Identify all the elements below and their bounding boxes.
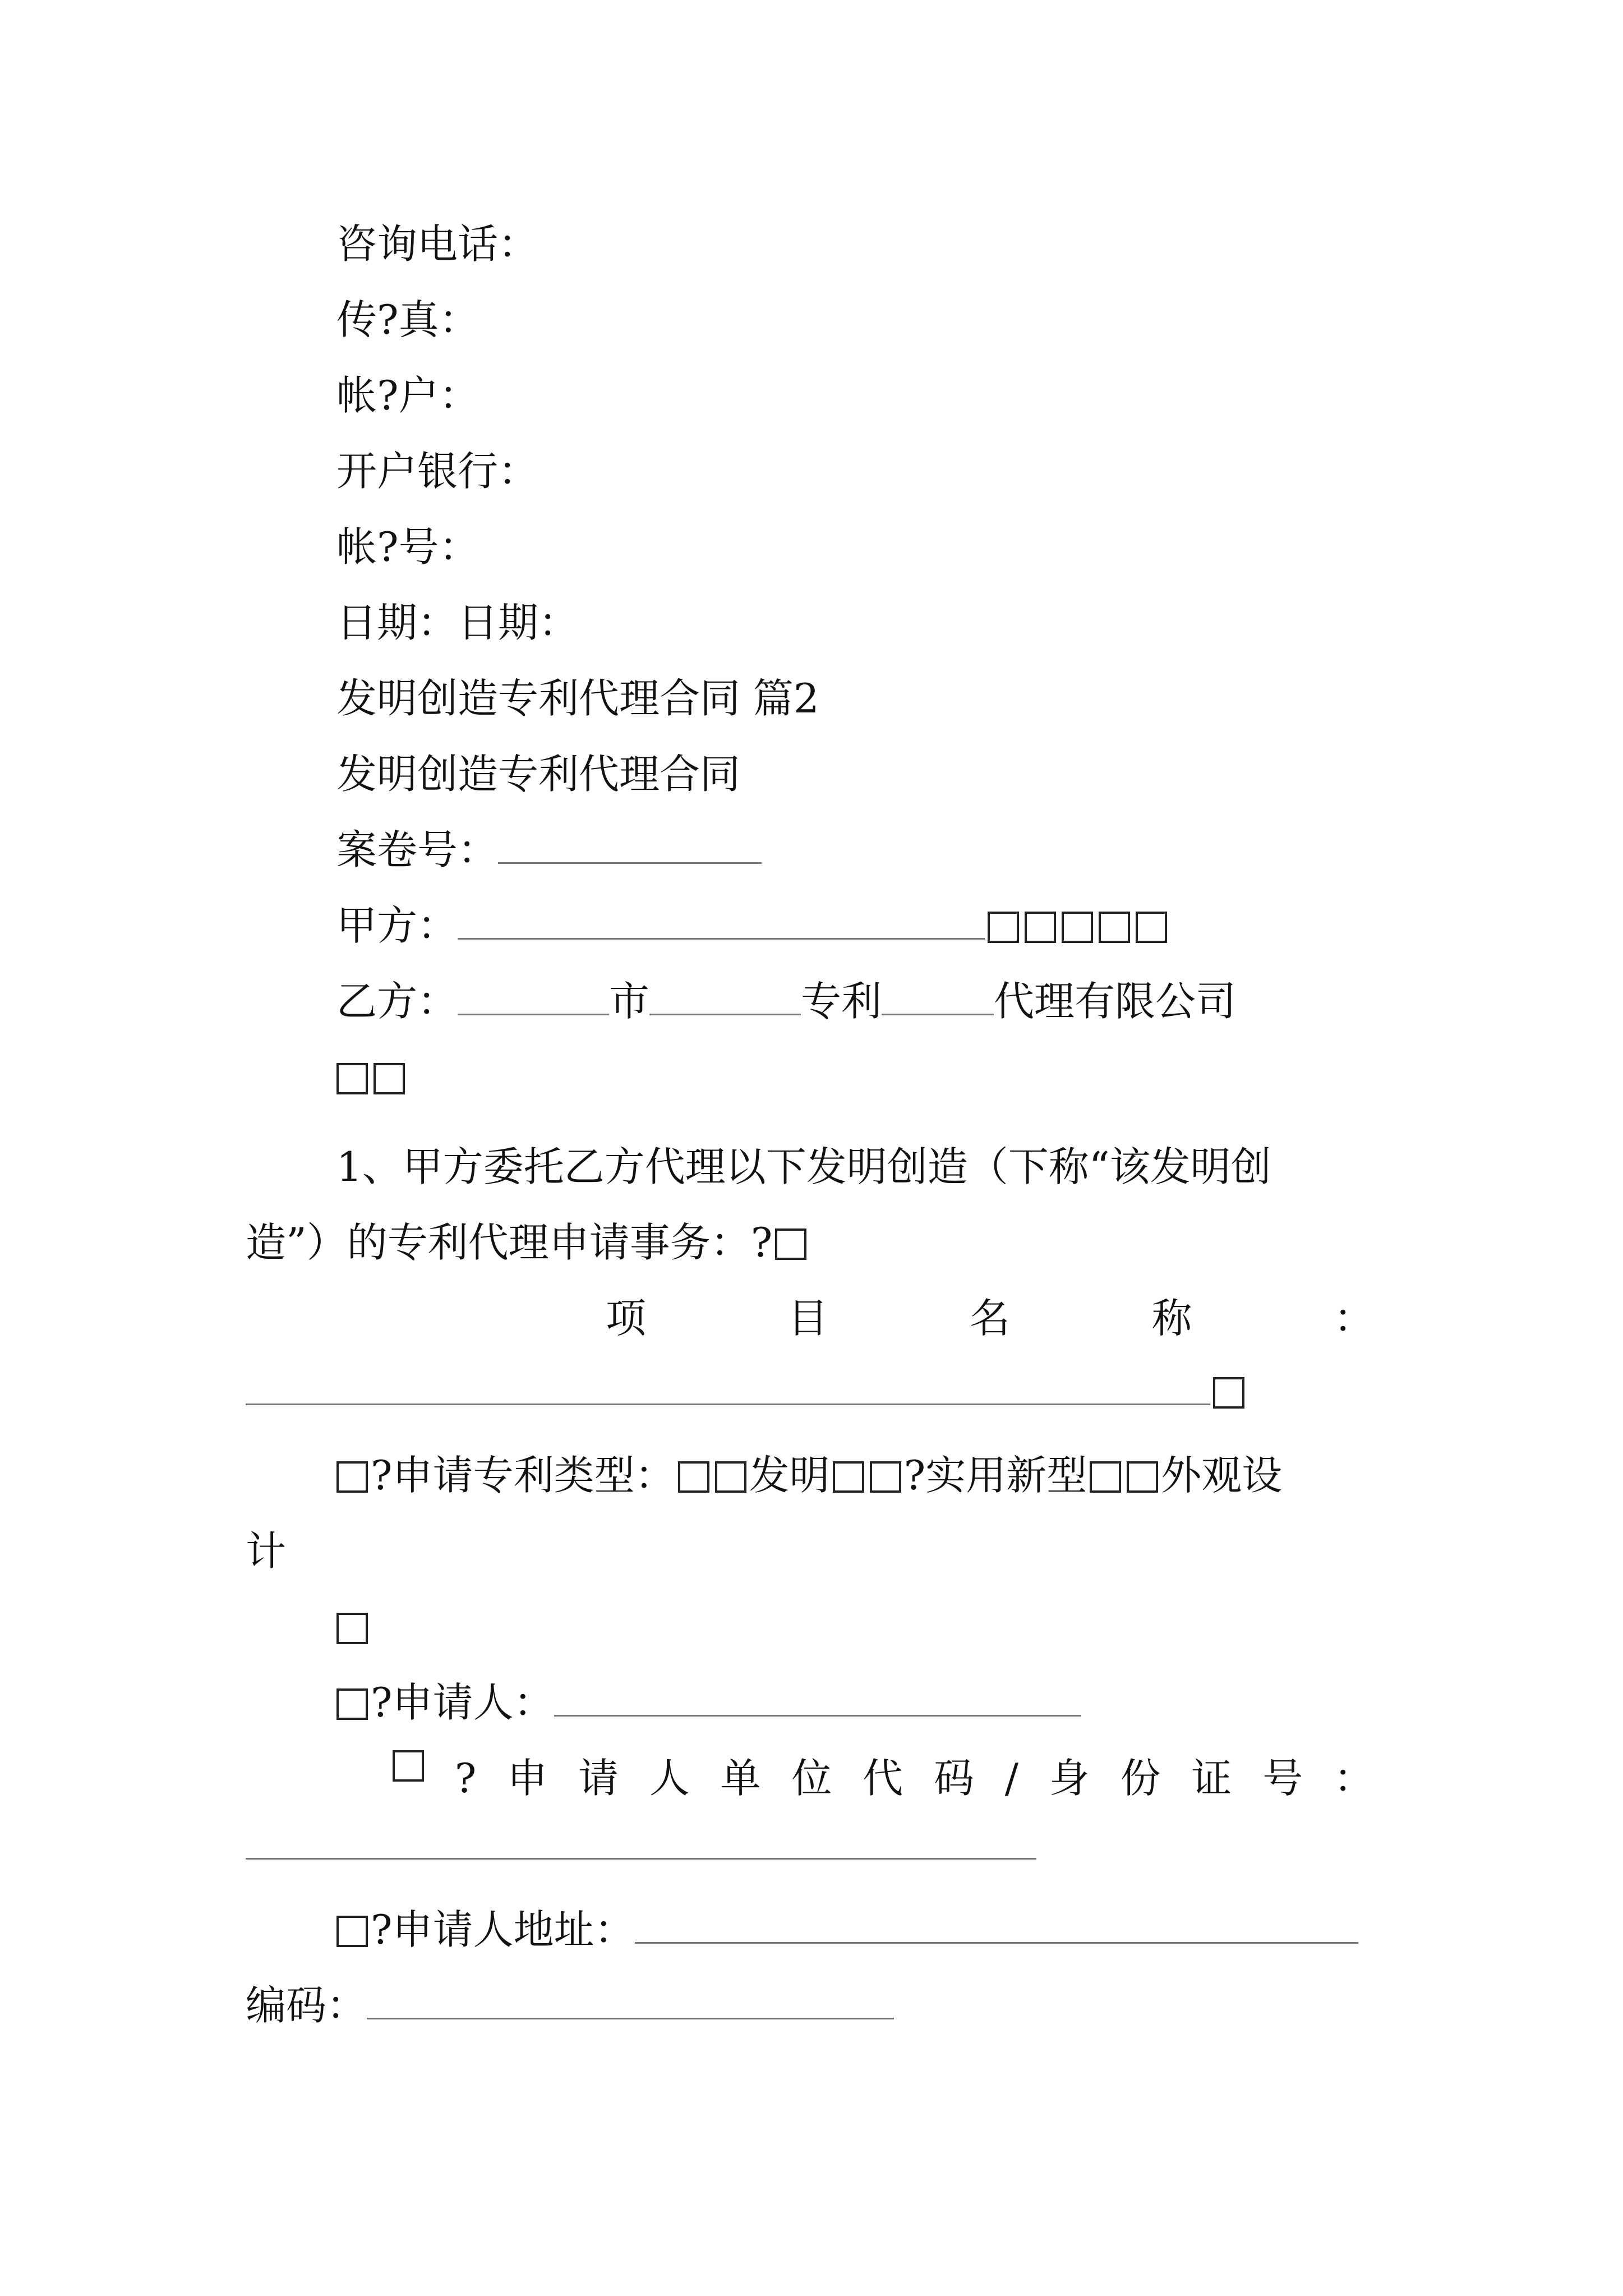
- party-b-patent: 专利: [801, 978, 882, 1025]
- phone-line: [336, 216, 538, 272]
- design-checkbox[interactable]: [1090, 1461, 1121, 1493]
- placeholder-box: [1136, 912, 1167, 943]
- party-b-city-blank[interactable]: [458, 974, 609, 1015]
- applicant-address-blank[interactable]: [635, 1903, 1358, 1944]
- clause1-line1: [336, 1139, 1271, 1195]
- account-no-label: 帐?号：: [336, 523, 479, 570]
- party-b-line: [336, 973, 1236, 1029]
- box-line: [336, 1049, 408, 1105]
- patent-type-line: [336, 1447, 1282, 1503]
- applicant-blank[interactable]: [554, 1676, 1081, 1717]
- party-a-line: [336, 898, 1170, 954]
- placeholder-box: [336, 1613, 368, 1644]
- project-name-blank[interactable]: [246, 1364, 1210, 1405]
- spread-char: 目: [787, 1295, 828, 1342]
- placeholder-box: [1099, 912, 1130, 943]
- contract-title-text: 发明创造专利代理合同: [336, 751, 741, 798]
- project-name-label: [606, 1290, 1374, 1346]
- spread-char: 单: [720, 1755, 761, 1802]
- spread-char: 人: [649, 1755, 690, 1802]
- placeholder-box: [775, 1228, 806, 1260]
- spread-char: /: [1004, 1755, 1019, 1802]
- utility-checkbox[interactable]: [833, 1461, 864, 1493]
- spread-char: 位: [791, 1755, 832, 1802]
- clause1-line2: [246, 1214, 809, 1271]
- clause1-text-2: 造”）的专利代理申请事务：?: [246, 1219, 773, 1266]
- party-b-name-blank[interactable]: [649, 974, 801, 1015]
- applicant-id-blank[interactable]: [246, 1819, 1036, 1860]
- postcode-blank[interactable]: [367, 1978, 894, 2019]
- spread-char: ：: [1333, 1755, 1374, 1802]
- spread-char: 请: [578, 1755, 619, 1802]
- placeholder-box: [988, 912, 1019, 943]
- spread-char: 号: [1262, 1755, 1303, 1802]
- case-no-line: [336, 822, 762, 878]
- applicant-address-label: ?申请人地址：: [371, 1906, 635, 1953]
- placeholder-box: [870, 1461, 901, 1493]
- applicant-id-label: [393, 1750, 1374, 1806]
- postcode-line: [246, 1977, 894, 2033]
- placeholder-box: [393, 1750, 424, 1782]
- placeholder-box: [1025, 912, 1056, 943]
- party-b-label: 乙方：: [336, 978, 458, 1025]
- placeholder-box: [336, 1461, 368, 1493]
- postcode-label: 编码：: [246, 1982, 367, 2029]
- placeholder-box: [374, 1063, 405, 1094]
- project-name-blank-line: [246, 1363, 1247, 1419]
- spread-char: 份: [1120, 1755, 1161, 1802]
- placeholder-box: [1213, 1377, 1244, 1409]
- clause1-text-1: 1、甲方委托乙方代理以下发明创造（下称“该发明创: [336, 1143, 1271, 1190]
- bank-label: 开户银行：: [336, 448, 539, 495]
- placeholder-box: [336, 1063, 368, 1094]
- spread-char: 称: [1151, 1295, 1192, 1342]
- spread-char: 代: [863, 1755, 903, 1802]
- spread-char: ：: [1333, 1295, 1374, 1342]
- fax-line: [336, 292, 479, 348]
- placeholder-box: [336, 1688, 368, 1720]
- date-label: 日期：日期：: [336, 599, 579, 646]
- option-design-2: 计: [246, 1527, 287, 1575]
- party-b-type-blank[interactable]: [882, 974, 994, 1015]
- option-design-1: 外观设: [1161, 1452, 1283, 1499]
- contract-title: [336, 746, 740, 802]
- applicant-label: ?申请人：: [371, 1679, 554, 1726]
- spread-char: 证: [1191, 1755, 1232, 1802]
- case-no-blank[interactable]: [498, 823, 762, 864]
- account-label: 帐?户：: [336, 372, 479, 419]
- date-line: [336, 595, 579, 651]
- spread-char: 码: [933, 1755, 974, 1802]
- case-no-label: 案卷号：: [336, 826, 499, 873]
- account-line: [336, 367, 479, 424]
- placeholder-box: [1127, 1461, 1158, 1493]
- box-line-2: [336, 1599, 371, 1655]
- applicant-address-line: [336, 1902, 1358, 1958]
- option-utility: ?实用新型: [903, 1452, 1087, 1499]
- phone-label: 咨询电话：: [336, 220, 539, 268]
- invention-checkbox[interactable]: [678, 1461, 709, 1493]
- placeholder-box: [715, 1461, 746, 1493]
- applicant-id-blank-line: [246, 1818, 1036, 1874]
- section-heading: [336, 670, 819, 726]
- spread-char: 项: [606, 1295, 647, 1342]
- spread-char: 身: [1049, 1755, 1090, 1802]
- applicant-line: [336, 1674, 1081, 1731]
- patent-type-label: ?申请专利类型：: [371, 1452, 675, 1499]
- placeholder-box: [336, 1916, 368, 1947]
- account-no-line: [336, 519, 479, 575]
- patent-type-line2: [246, 1523, 286, 1579]
- party-a-label: 甲方：: [336, 902, 458, 949]
- spread-char: 名: [969, 1295, 1010, 1342]
- party-b-suffix: 代理有限公司: [994, 978, 1237, 1025]
- spread-char: 申: [507, 1755, 548, 1802]
- fax-label: 传?真：: [336, 296, 479, 343]
- party-b-city: 市: [609, 978, 650, 1025]
- spread-char: ?: [454, 1755, 477, 1802]
- section-heading-text: 发明创造专利代理合同 篇2: [336, 675, 819, 722]
- option-invention: 发明: [749, 1452, 830, 1499]
- bank-line: [336, 443, 538, 499]
- placeholder-box: [1062, 912, 1093, 943]
- party-a-blank[interactable]: [458, 899, 985, 940]
